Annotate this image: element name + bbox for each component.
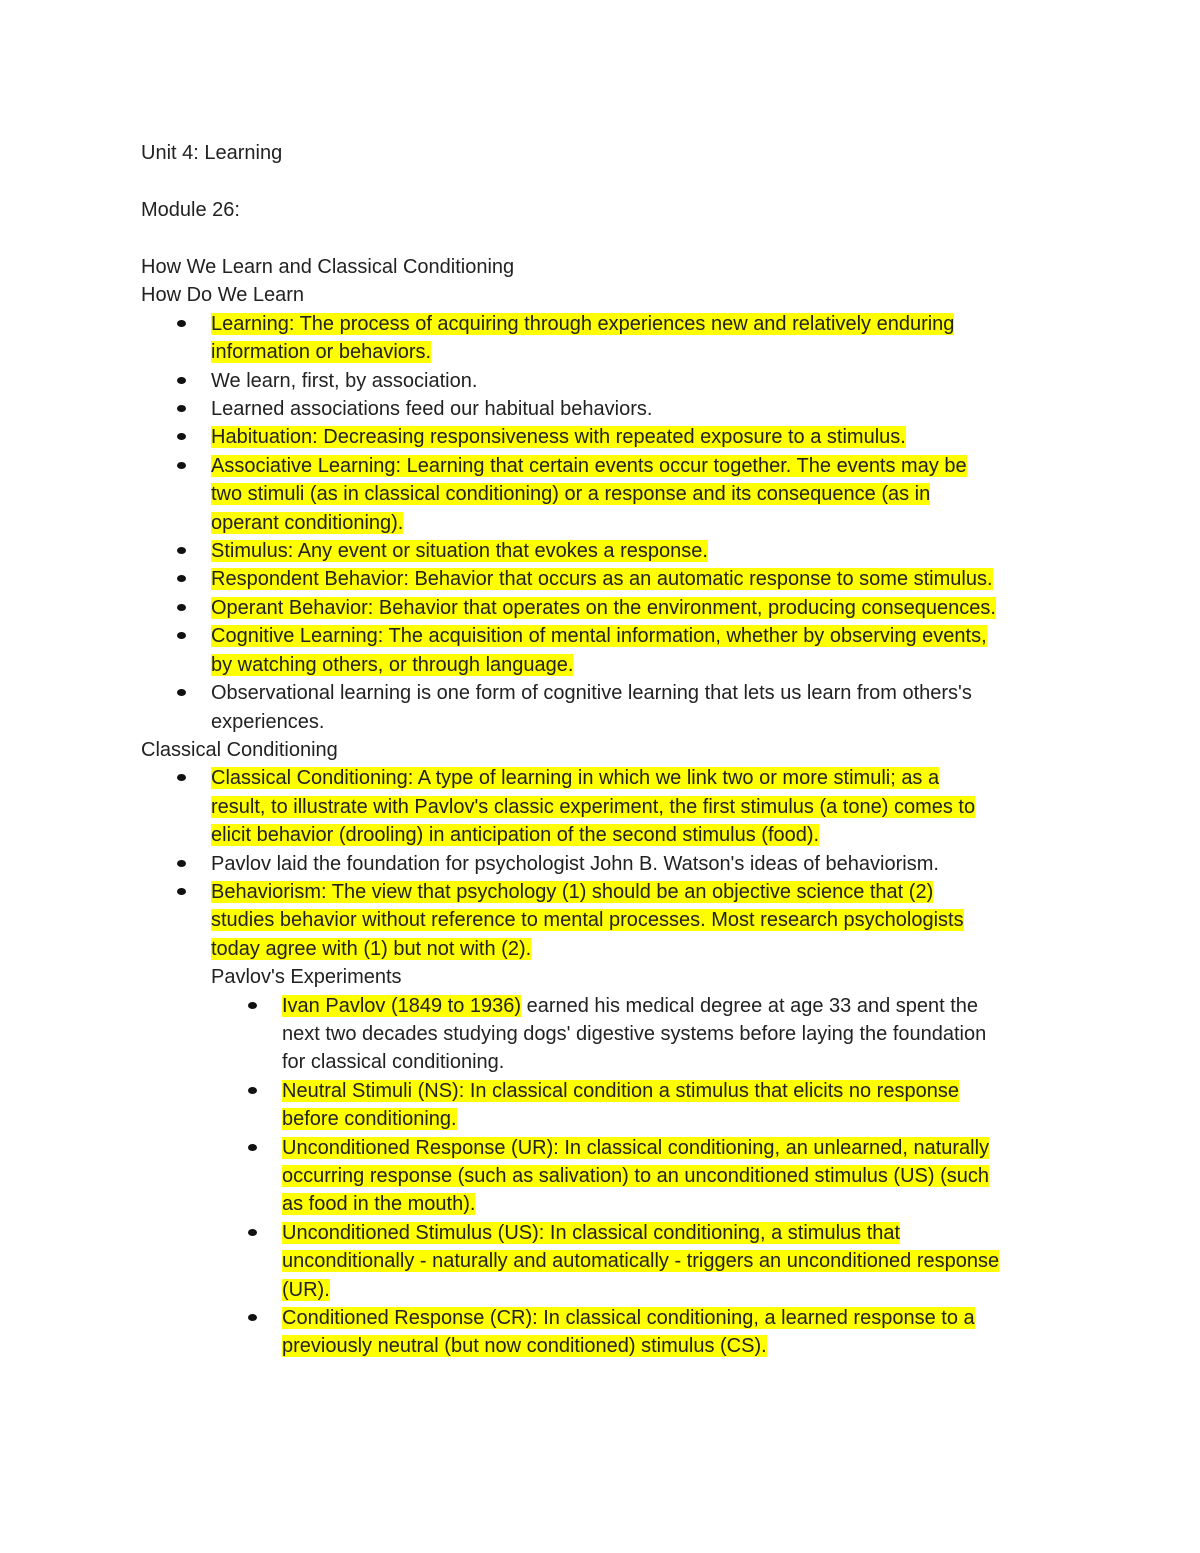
highlighted-text: by watching others, or through language. xyxy=(211,653,574,676)
bullet-list-how-do-we-learn xyxy=(211,310,1071,736)
bullet-dot-icon xyxy=(248,1087,257,1094)
list-item-line xyxy=(282,1247,1071,1275)
list-item-line xyxy=(282,1162,1071,1190)
list-item xyxy=(282,1134,1071,1219)
highlighted-text: two stimuli (as in classical conditioning) or a response and its consequence (as in xyxy=(211,483,931,506)
list-item xyxy=(211,367,1071,395)
bullet-dot-icon xyxy=(177,632,186,639)
bullet-dot-icon xyxy=(177,547,186,554)
list-item xyxy=(282,1304,1071,1361)
list-item-line xyxy=(211,509,1071,537)
list-item-line xyxy=(211,906,1071,934)
section-title: How We Learn and Classical Conditioning xyxy=(141,256,515,278)
bullet-dot-icon xyxy=(177,689,186,696)
list-item xyxy=(282,992,1071,1077)
heading-classical-conditioning: Classical Conditioning xyxy=(141,738,338,761)
list-item-line xyxy=(211,651,1071,679)
highlighted-text: Unconditioned Stimulus (US): In classical conditioning, a stimulus that xyxy=(282,1221,901,1244)
list-item-line xyxy=(211,935,1071,963)
list-item-text: Learned associations feed our habitual behaviors. xyxy=(211,398,653,421)
bullet-dot-icon xyxy=(177,774,186,781)
highlighted-text: before conditioning. xyxy=(282,1108,457,1131)
highlighted-text: today agree with (1) but not with (2). xyxy=(211,937,532,960)
highlighted-text: occurring response (such as salivation) to an unconditioned stimulus (US) (such xyxy=(282,1165,990,1187)
list-item-line xyxy=(211,821,1071,849)
document-page xyxy=(141,139,1071,1361)
list-item xyxy=(211,764,1071,849)
list-item-line xyxy=(282,1190,1071,1218)
bullet-dot-icon xyxy=(248,1229,257,1236)
highlighted-text: Behaviorism: The view that psychology (1) should be an objective science that (2) xyxy=(211,880,934,903)
spacer xyxy=(141,224,1071,253)
highlighted-text: operant conditioning). xyxy=(211,511,404,534)
list-item-line xyxy=(211,310,1071,338)
list-item xyxy=(211,423,1071,451)
highlighted-text: Learning: The process of acquiring through experiences new and relatively enduring xyxy=(211,312,955,335)
highlighted-text: Habituation: Decreasing responsiveness with repeated exposure to a stimulus. xyxy=(211,426,906,449)
unit-title: Unit 4: Learning xyxy=(141,142,283,164)
list-item-line xyxy=(211,850,1071,878)
list-item-text: Pavlov laid the foundation for psychologist John B. Watson's ideas of behaviorism. xyxy=(211,852,939,875)
bullet-dot-icon xyxy=(177,377,186,384)
highlighted-text: result, to illustrate with Pavlov's classic experiment, the first stimulus (a tone) comes to xyxy=(211,795,976,818)
highlighted-text: Classical Conditioning: A type of learning in which we link two or more stimuli; as a xyxy=(211,767,940,790)
list-item-text: We learn, first, by association. xyxy=(211,369,478,392)
highlighted-text: Cognitive Learning: The acquisition of mental information, whether by observing events, xyxy=(211,625,987,648)
list-item-text: Observational learning is one form of cognitive learning that lets us learn from others's xyxy=(211,682,972,705)
list-item-line xyxy=(211,764,1071,792)
list-item xyxy=(211,565,1071,593)
list-item xyxy=(211,310,1071,367)
subheading-pavlovs-experiments: Pavlov's Experiments xyxy=(211,966,402,989)
highlighted-text: Respondent Behavior: Behavior that occurs as an automatic response to some stimulus. xyxy=(211,568,993,591)
list-item-line xyxy=(211,679,1071,707)
list-item-text: for classical conditioning. xyxy=(282,1051,505,1074)
list-item-line xyxy=(282,1077,1071,1105)
bullet-dot-icon xyxy=(177,604,186,611)
list-item-line xyxy=(211,565,1071,593)
list-item xyxy=(282,1077,1071,1134)
list-item-line xyxy=(211,338,1071,366)
list-item-line xyxy=(211,367,1071,395)
list-item-line xyxy=(211,878,1071,906)
list-item-line xyxy=(211,622,1071,650)
bullet-dot-icon xyxy=(177,405,186,412)
list-item xyxy=(211,878,1071,963)
highlighted-text: unconditionally - naturally and automatically - triggers an unconditioned response xyxy=(282,1250,1000,1273)
list-item xyxy=(211,679,1071,736)
highlighted-text: as food in the mouth). xyxy=(282,1193,476,1216)
heading-how-do-we-learn: How Do We Learn xyxy=(141,284,305,307)
module-title: Module 26: xyxy=(141,199,240,221)
highlighted-text: Stimulus: Any event or situation that evokes a response. xyxy=(211,540,708,563)
highlighted-text: Conditioned Response (CR): In classical conditioning, a learned response to a xyxy=(282,1307,975,1330)
list-item-line xyxy=(211,423,1071,451)
list-item-line xyxy=(282,1332,1071,1360)
highlighted-text: previously neutral (but now conditioned) stimulus (CS). xyxy=(282,1335,767,1358)
highlighted-text: studies behavior without reference to mental processes. Most research psychologists xyxy=(211,909,964,932)
list-item-line xyxy=(211,480,1071,508)
bullet-dot-icon xyxy=(177,888,186,895)
bullet-dot-icon xyxy=(177,575,186,582)
list-item-line xyxy=(211,537,1071,565)
highlighted-text: Unconditioned Response (UR): In classical conditioning, an unlearned, naturally xyxy=(282,1136,990,1159)
bullet-dot-icon xyxy=(248,1144,257,1151)
list-item-line xyxy=(211,708,1071,736)
list-item xyxy=(211,537,1071,565)
bullet-dot-icon xyxy=(248,1002,257,1009)
list-item-line xyxy=(282,1304,1071,1332)
list-item-text: next two decades studying dogs' digestive systems before laying the foundation xyxy=(282,1022,987,1045)
spacer xyxy=(141,167,1071,196)
list-item-line xyxy=(282,1020,1071,1048)
highlighted-text: Associative Learning: Learning that certain events occur together. The events may be xyxy=(211,454,967,477)
list-item-text: experiences. xyxy=(211,710,325,733)
list-item-line xyxy=(211,452,1071,480)
highlighted-text: information or behaviors. xyxy=(211,341,432,364)
list-item-line xyxy=(211,395,1071,423)
list-item-line xyxy=(282,1276,1071,1304)
list-item xyxy=(211,594,1071,622)
bullet-dot-icon xyxy=(177,320,186,327)
list-item xyxy=(282,1219,1071,1304)
list-item-text: earned his medical degree at age 33 and spent the xyxy=(521,994,979,1017)
list-item-line xyxy=(282,992,1071,1020)
bullet-dot-icon xyxy=(248,1314,257,1321)
list-item xyxy=(211,622,1071,679)
highlighted-text: Neutral Stimuli (NS): In classical condition a stimulus that elicits no response xyxy=(282,1079,959,1102)
highlighted-text: elicit behavior (drooling) in anticipation of the second stimulus (food). xyxy=(211,824,820,847)
list-item-line xyxy=(282,1105,1071,1133)
highlighted-text: Ivan Pavlov (1849 to 1936) xyxy=(282,994,522,1017)
list-item xyxy=(211,452,1071,537)
list-item-line xyxy=(211,594,1071,622)
list-item-line xyxy=(282,1048,1071,1076)
bullet-list-classical-conditioning xyxy=(211,764,1071,963)
bullet-dot-icon xyxy=(177,860,186,867)
list-item-line xyxy=(211,793,1071,821)
highlighted-text: Operant Behavior: Behavior that operates on the environment, producing consequences. xyxy=(211,596,996,619)
bullet-dot-icon xyxy=(177,462,186,469)
list-item xyxy=(211,395,1071,423)
list-item-line xyxy=(282,1219,1071,1247)
list-item-line xyxy=(282,1134,1071,1162)
list-item xyxy=(211,850,1071,878)
highlighted-text: (UR). xyxy=(282,1278,330,1301)
bullet-dot-icon xyxy=(177,433,186,440)
bullet-list-pavlovs-experiments xyxy=(282,992,1071,1361)
